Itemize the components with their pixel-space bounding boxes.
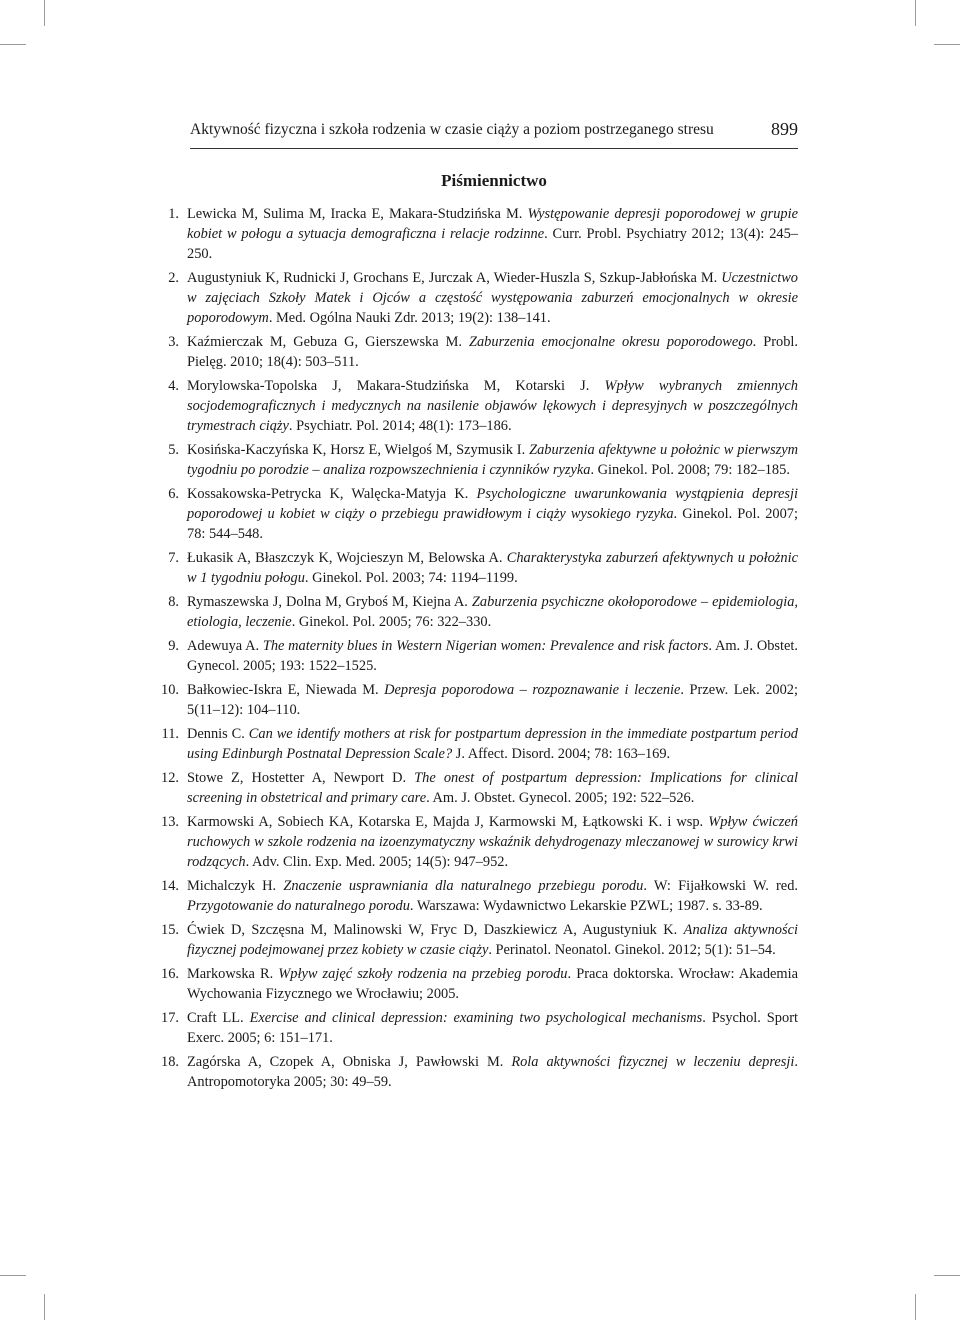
reference-authors: Markowska R. xyxy=(187,966,279,982)
reference-item xyxy=(150,1052,798,1092)
reference-number: 13. xyxy=(161,814,179,830)
page-number: 899 xyxy=(771,119,798,139)
reference-list xyxy=(150,204,798,1096)
crop-mark xyxy=(915,0,916,26)
crop-mark xyxy=(44,1294,45,1320)
reference-title: Zaburzenia psychiczne okołoporodowe – epidemiologia, etiologia, leczenie xyxy=(187,594,798,630)
reference-title: Exercise and clinical depression: examining two psychological mechanisms xyxy=(249,1010,703,1026)
reference-authors: Kaźmierczak M, Gebuza G, Gierszewska M. xyxy=(187,334,469,350)
reference-title: Zaburzenia emocjonalne okresu poporodowego xyxy=(468,334,753,350)
reference-title: Zaburzenia afektywne u położnic w pierwszym tygodniu po porodzie – analiza rozpowszechnienia i czynników ryzyka xyxy=(187,442,798,478)
reference-title: Znaczenie usprawniania dla naturalnego przebiegu porodu xyxy=(283,878,644,894)
reference-source: . Am. J. Obstet. Gynecol. 2005; 193: 1522–1525. xyxy=(187,638,798,674)
reference-item xyxy=(150,636,798,676)
reference-authors: Lewicka M, Sulima M, Iracka E, Makara-Studzińska M. xyxy=(187,206,528,222)
reference-source: . Psychol. Sport Exerc. 2005; 6: 151–171. xyxy=(187,1010,798,1046)
reference-source: . Psychiatr. Pol. 2014; 48(1): 173–186. xyxy=(288,418,512,434)
reference-authors: Stowe Z, Hostetter A, Newport D. xyxy=(187,770,415,786)
reference-number: 4. xyxy=(168,378,179,394)
reference-authors: Rymaszewska J, Dolna M, Gryboś M, Kiejna A. xyxy=(187,594,472,610)
reference-item xyxy=(150,204,798,264)
reference-number: 17. xyxy=(161,1010,179,1026)
reference-number: 1. xyxy=(168,206,179,222)
reference-authors: Łukasik A, Błaszczyk K, Wojcieszyn M, Belowska A. xyxy=(187,550,507,566)
reference-title: The maternity blues in Western Nigerian women: Prevalence and risk factors xyxy=(262,638,709,654)
reference-number: 8. xyxy=(168,594,179,610)
reference-item xyxy=(150,680,798,720)
reference-item xyxy=(150,376,798,436)
reference-title: Charakterystyka zaburzeń afektywnych u położnic w 1 tygodniu połogu xyxy=(187,550,798,586)
page-header xyxy=(190,118,798,149)
section-title: Piśmiennictwo xyxy=(441,171,547,190)
reference-number: 14. xyxy=(161,878,179,894)
reference-authors: Zagórska A, Czopek A, Obniska J, Pawłowski M. xyxy=(187,1054,512,1070)
reference-title: Wpływ wybranych zmiennych socjodemograficznych i medycznych na nasilenie objawów lękowych i depresyjnych w poszczególnych trymestrach ciąży xyxy=(187,378,798,434)
reference-source: . Perinatol. Neonatol. Ginekol. 2012; 5(1): 51–54. xyxy=(488,942,776,958)
crop-mark xyxy=(934,1275,960,1276)
reference-authors: Ćwiek D, Szczęsna M, Malinowski W, Fryc D, Daszkiewicz A, Augustyniuk K. xyxy=(187,922,684,938)
reference-number: 5. xyxy=(168,442,179,458)
reference-number: 15. xyxy=(161,922,179,938)
reference-authors: Adewuya A. xyxy=(187,638,263,654)
reference-number: 7. xyxy=(168,550,179,566)
reference-source: . Antropomotoryka 2005; 30: 49–59. xyxy=(187,1054,798,1090)
reference-number: 16. xyxy=(161,966,179,982)
reference-item xyxy=(150,1008,798,1048)
reference-authors: Dennis C. xyxy=(187,726,249,742)
reference-source: . Ginekol. Pol. 2008; 79: 182–185. xyxy=(590,462,790,478)
reference-item xyxy=(150,592,798,632)
reference-title: Psychologiczne uwarunkowania wystąpienia depresji poporodowej u kobiet w ciąży o przebiegu prawidłowym i ciąży wysokiego ryzyka xyxy=(187,486,798,522)
reference-item xyxy=(150,812,798,872)
reference-number: 6. xyxy=(168,486,179,502)
reference-authors: Michalczyk H. xyxy=(187,878,284,894)
reference-source: . Am. J. Obstet. Gynecol. 2005; 192: 522–526. xyxy=(426,790,695,806)
reference-item xyxy=(150,768,798,808)
reference-authors: Bałkowiec-Iskra E, Niewada M. xyxy=(187,682,385,698)
reference-number: 2. xyxy=(168,270,179,286)
reference-source: . Ginekol. Pol. 2003; 74: 1194–1199. xyxy=(304,570,518,586)
reference-source: . Przew. Lek. 2002; 5(11–12): 104–110. xyxy=(187,682,798,718)
reference-number: 12. xyxy=(161,770,179,786)
reference-source: . Curr. Probl. Psychiatry 2012; 13(4): 245–250. xyxy=(187,226,798,262)
reference-item xyxy=(150,724,798,764)
reference-number: 9. xyxy=(168,638,179,654)
reference-title: The onest of postpartum depression: Implications for clinical screening in obstetrical and primary care xyxy=(187,770,798,806)
reference-item xyxy=(150,548,798,588)
running-title: Aktywność fizyczna i szkoła rodzenia w czasie ciąży a poziom postrzeganego stresu xyxy=(190,121,714,138)
reference-source: . Praca doktorska. Wrocław: Akademia Wychowania Fizycznego we Wrocławiu; 2005. xyxy=(187,966,798,1002)
reference-item xyxy=(150,876,798,916)
reference-title: Depresja poporodowa – rozpoznawanie i leczenie xyxy=(384,682,681,698)
reference-title: Uczestnictwo w zajęciach Szkoły Matek i Ojców a częstość występowania zaburzeń emocjonalnych w okresie poporodowym xyxy=(187,270,798,326)
reference-title: Wpływ zajęć szkoły rodzenia na przebieg porodu xyxy=(278,966,568,982)
reference-item xyxy=(150,964,798,1004)
reference-title: Can we identify mothers at risk for postpartum depression in the immediate postpartum period using Edinburgh Postnatal Depression Scale? xyxy=(187,726,798,762)
reference-authors: Kossakowska-Petrycka K, Walęcka-Matyja K. xyxy=(187,486,477,502)
reference-source: . Warszawa: Wydawnictwo Lekarskie PZWL; 1987. s. 33-89. xyxy=(409,898,763,914)
reference-authors: Morylowska-Topolska J, Makara-Studzińska M, Kotarski J. xyxy=(187,378,605,394)
reference-item xyxy=(150,268,798,328)
reference-source: . Probl. Pielęg. 2010; 18(4): 503–511. xyxy=(187,334,798,370)
reference-item xyxy=(150,440,798,480)
reference-source: . Ginekol. Pol. 2007; 78: 544–548. xyxy=(187,506,798,542)
reference-source: . W: Fijałkowski W. red. xyxy=(643,878,798,894)
reference-number: 18. xyxy=(161,1054,179,1070)
reference-item xyxy=(150,920,798,960)
reference-authors: Augustyniuk K, Rudnicki J, Grochans E, Jurczak A, Wieder-Huszla S, Szkup-Jabłońska M. xyxy=(187,270,722,286)
reference-number: 11. xyxy=(161,726,179,742)
reference-authors: Kosińska-Kaczyńska K, Horsz E, Wielgoś M, Szymusik I. xyxy=(187,442,530,458)
reference-item xyxy=(150,484,798,544)
crop-mark xyxy=(0,44,26,45)
reference-title: Analiza aktywności fizycznej podejmowanej przez kobiety w czasie ciąży xyxy=(187,922,798,958)
reference-title: Występowanie depresji poporodowej w grupie kobiet w połogu a sytuacja demograficzna i relacje rodzinne xyxy=(187,206,799,242)
crop-mark xyxy=(934,44,960,45)
reference-authors: Karmowski A, Sobiech KA, Kotarska E, Majda J, Karmowski M, Łątkowski K. i wsp. xyxy=(187,814,709,830)
reference-item xyxy=(150,332,798,372)
reference-number: 3. xyxy=(168,334,179,350)
reference-number: 10. xyxy=(161,682,179,698)
reference-title: Przygotowanie do naturalnego porodu xyxy=(187,898,410,914)
reference-title: Wpływ ćwiczeń ruchowych w szkole rodzenia na izoenzymatyczny wskaźnik dehydrogenazy mleczanowej w surowicy krwi rodzących xyxy=(187,814,798,870)
crop-mark xyxy=(44,0,45,26)
crop-mark xyxy=(915,1294,916,1320)
reference-source: . Adv. Clin. Exp. Med. 2005; 14(5): 947–952. xyxy=(245,854,509,870)
reference-title: Rola aktywności fizycznej w leczeniu depresji xyxy=(511,1054,795,1070)
reference-source: . Ginekol. Pol. 2005; 76: 322–330. xyxy=(291,614,492,630)
reference-source: J. Affect. Disord. 2004; 78: 163–169. xyxy=(452,746,671,762)
reference-authors: Craft LL. xyxy=(187,1010,250,1026)
crop-mark xyxy=(0,1275,26,1276)
reference-source: . Med. Ogólna Nauki Zdr. 2013; 19(2): 138–141. xyxy=(268,310,551,326)
